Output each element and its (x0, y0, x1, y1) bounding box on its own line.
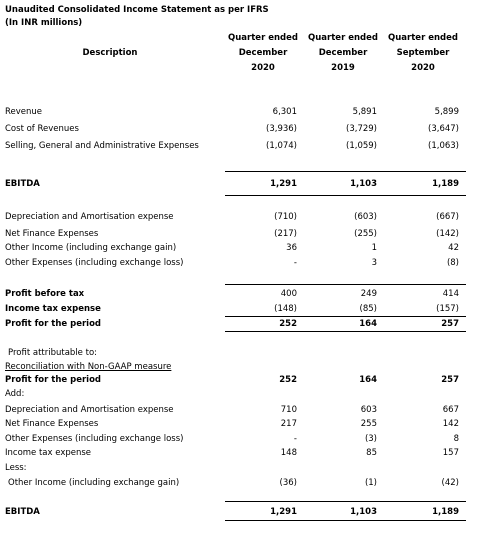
col1-header (223, 31, 303, 76)
cell-other-expenses-2-c1: - (293, 434, 297, 444)
cell-da-c2: (603) (354, 212, 377, 222)
cell-other-income-c2: 1 (371, 243, 377, 253)
reconciliation-label: Reconciliation with Non-GAAP measure (5, 362, 172, 372)
cell-da-c1: (710) (274, 212, 297, 222)
cell-other-expenses-c3: (8) (446, 258, 459, 268)
cell-tax-c1: (148) (274, 304, 297, 314)
divider (225, 284, 466, 285)
cell-profit-period-2-c3: 257 (441, 375, 459, 385)
cell-ebitda-c2: 1,103 (350, 179, 377, 189)
row-label-other-expenses: Other Expenses (including exchange loss) (5, 258, 184, 268)
cell-cost-c2: (3,729) (346, 124, 377, 134)
row-label-cost: Cost of Revenues (5, 124, 79, 134)
cell-tax-2-c2: 85 (366, 448, 377, 458)
cell-other-expenses-2-c2: (3) (364, 434, 377, 444)
row-label-tax-2: Income tax expense (5, 448, 92, 458)
cell-tax-2-c3: 157 (442, 448, 459, 458)
cell-ebitda-c1: 1,291 (270, 179, 297, 189)
cell-profit-period-c3: 257 (441, 319, 459, 329)
col2-header (303, 31, 383, 76)
divider (225, 520, 466, 521)
divider (225, 331, 466, 332)
row-label-tax: Income tax expense (5, 304, 101, 314)
cell-da-2-c3: 667 (442, 405, 459, 415)
col1-header-line1: Quarter ended (228, 33, 298, 43)
cell-tax-c2: (85) (359, 304, 377, 314)
cell-finance-c2: (255) (354, 229, 377, 239)
cell-sga-c2: (1,059) (346, 141, 377, 151)
row-label-da: Depreciation and Amortisation expense (5, 212, 174, 222)
less-label: Less: (5, 463, 27, 473)
cell-revenue-c1: 6,301 (272, 107, 297, 117)
divider (225, 501, 466, 502)
row-label-other-income: Other Income (including exchange gain) (5, 243, 177, 253)
cell-pbt-c1: 400 (280, 289, 297, 299)
row-label-ebitda-2: EBITDA (5, 507, 40, 517)
description-header: Description (82, 48, 138, 58)
cell-sga-c3: (1,063) (428, 141, 459, 151)
col2-header-line2: December (318, 48, 368, 58)
row-label-profit-period: Profit for the period (5, 319, 101, 329)
cell-other-income-c1: 36 (286, 243, 297, 253)
cell-other-income-c3: 42 (448, 243, 459, 253)
row-label-other-income-2: Other Income (including exchange gain) (8, 478, 180, 488)
cell-da-2-c2: 603 (360, 405, 377, 415)
cell-revenue-c3: 5,899 (434, 107, 459, 117)
col1-header-line3: 2020 (251, 63, 275, 73)
cell-other-expenses-c2: 3 (371, 258, 377, 268)
profit-attributable-label: Profit attributable to: (8, 348, 98, 358)
cell-cost-c3: (3,647) (428, 124, 459, 134)
cell-tax-2-c1: 148 (280, 448, 297, 458)
col3-header (383, 31, 463, 76)
divider (225, 171, 466, 172)
row-label-profit-period-2: Profit for the period (5, 375, 101, 385)
col2-header-line3: 2019 (331, 63, 355, 73)
col3-header-line3: 2020 (411, 63, 435, 73)
cell-pbt-c2: 249 (360, 289, 377, 299)
cell-ebitda-c3: 1,189 (432, 179, 459, 189)
cell-ebitda-2-c2: 1,103 (350, 507, 377, 517)
cell-da-c3: (667) (436, 212, 459, 222)
col3-header-line1: Quarter ended (388, 33, 458, 43)
cell-ebitda-2-c1: 1,291 (270, 507, 297, 517)
cell-finance-2-c2: 255 (360, 419, 377, 429)
cell-profit-period-c1: 252 (279, 319, 297, 329)
statement-subtitle: (In INR millions) (5, 18, 83, 28)
row-label-other-expenses-2: Other Expenses (including exchange loss) (5, 434, 184, 444)
row-label-ebitda: EBITDA (5, 179, 40, 189)
row-label-finance-2: Net Finance Expenses (5, 419, 99, 429)
cell-sga-c1: (1,074) (266, 141, 297, 151)
cell-finance-2-c3: 142 (442, 419, 459, 429)
divider (225, 195, 466, 196)
cell-tax-c3: (157) (436, 304, 459, 314)
statement-title: Unaudited Consolidated Income Statement as per IFRS (5, 5, 269, 15)
cell-da-2-c1: 710 (280, 405, 297, 415)
cell-finance-2-c1: 217 (280, 419, 297, 429)
row-label-revenue: Revenue (5, 107, 43, 117)
cell-other-expenses-c1: - (293, 258, 297, 268)
cell-cost-c1: (3,936) (266, 124, 297, 134)
cell-other-income-2-c1: (36) (279, 478, 297, 488)
add-label: Add: (5, 389, 25, 399)
col2-header-line1: Quarter ended (308, 33, 378, 43)
row-label-da-2: Depreciation and Amortisation expense (5, 405, 174, 415)
col3-header-line2: September (396, 48, 450, 58)
row-label-pbt: Profit before tax (5, 289, 85, 299)
cell-profit-period-2-c2: 164 (359, 375, 377, 385)
cell-profit-period-c2: 164 (359, 319, 377, 329)
cell-finance-c1: (217) (274, 229, 297, 239)
row-label-finance: Net Finance Expenses (5, 229, 99, 239)
cell-pbt-c3: 414 (442, 289, 459, 299)
cell-other-expenses-2-c3: 8 (453, 434, 459, 444)
cell-ebitda-2-c3: 1,189 (432, 507, 459, 517)
row-label-sga: Selling, General and Administrative Expenses (5, 141, 199, 151)
divider (225, 316, 466, 317)
cell-revenue-c2: 5,891 (352, 107, 377, 117)
cell-profit-period-2-c1: 252 (279, 375, 297, 385)
cell-other-income-2-c2: (1) (364, 478, 377, 488)
col1-header-line2: December (238, 48, 288, 58)
cell-other-income-2-c3: (42) (441, 478, 459, 488)
cell-finance-c3: (142) (436, 229, 459, 239)
